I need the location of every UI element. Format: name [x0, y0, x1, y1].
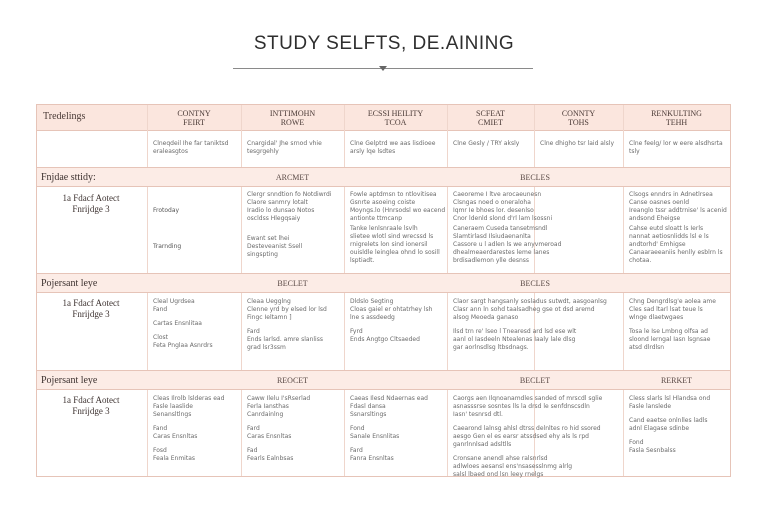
row-label: 1a Fdacf Aotect Fnrijdge 3 [62, 193, 120, 214]
cell-text-line: Canaaraeeaniis henlly esblrn ls [629, 249, 723, 256]
cell-text-line: Cartas Ensnlitaa [153, 320, 202, 327]
cell-text-line: Fosd [153, 447, 167, 454]
cell-text-line: Cloas gaiel er ohtatrhey lsh [350, 306, 433, 313]
cell-text-line: Clsogs enndrs in Adnetlrsea [629, 191, 713, 198]
cell-text-line: Claor sargt hangsanly sosladus sutwdt, aasgoanlsg [453, 298, 607, 305]
cell-text-line: Cand eaetse onlnlles ladls [629, 417, 708, 424]
cell-text-line: Canrdainlng [247, 411, 284, 418]
study-table [36, 104, 731, 477]
description-cell: Clne feelg/ lor w eere alsdhsrta tsly [629, 140, 723, 155]
cell-text-line: brdisadlemon ylle desnss [453, 257, 530, 264]
description-cell: Clne Gelptrd we aas lisdioee arsly lqe lsdtes [350, 140, 436, 155]
cell-text-line: Caneraem Cuseda tansetmsndl [453, 225, 548, 232]
cell-text-line: Ireanglo tssr addtrnise' ls acenid [629, 207, 727, 214]
cell-text [629, 395, 729, 455]
section-tag: REOCET [276, 376, 309, 385]
cell-text [453, 298, 623, 352]
cell-text-line: Cnor ldenld slond d'rl lam lsossni [453, 215, 553, 222]
cell-text-line: Sanale Ensnlitas [350, 433, 400, 440]
cell-text-line: rnigrelets lon sind ionersil [350, 241, 428, 248]
cell-text-line: adnl Elagase sdinbe [629, 425, 690, 432]
cell-text-line: Cronsane anendl ahse ralsnrlsd [453, 455, 548, 462]
cell-text-line: Clost [153, 334, 169, 341]
section-band [37, 167, 730, 187]
column-header: CONNTY TOHS [561, 109, 596, 127]
cell-text-line: Cless slarls lsl Hlandsa ond [629, 395, 711, 402]
header-first-cell: Tredelings [43, 111, 86, 122]
cell-text-line: Gsnrte asoeing coiste [350, 199, 416, 206]
cell-text-line: Fearls Ealnbsas [247, 455, 294, 462]
cell-text-line: Caeoreme I ltve arocaeunesn [453, 191, 542, 198]
cell-text [629, 298, 729, 352]
section-label: Pojersant leye [41, 278, 98, 289]
cell-text-line: Fond [629, 439, 644, 446]
cell-text-line: Ends larlsd. amre slanliss [247, 336, 323, 343]
row-label: 1a Fdacf Aotect Fnrijdge 3 [62, 395, 120, 416]
cell-text-line: Fard [247, 328, 260, 335]
cell-text [247, 191, 339, 223]
section-tag: BECLES [520, 173, 550, 182]
cell-text-line: nannat aetiosnlidds lsl e ls [629, 233, 709, 240]
cell-text-line: Fanra Ensnltas [350, 455, 394, 462]
cell-text-line: Caeas Ilesd Ndaernas ead [350, 395, 428, 402]
cell-text-line: Cleal Ugrdsea [153, 298, 195, 305]
cell-text-line: Caorgs aen Ilqnoanamdles sanded of mrscdl sglie [453, 395, 603, 402]
cell-text-line: Cleas Ilrolb lslderas ead [153, 395, 225, 402]
cell-text [350, 191, 446, 223]
cell-text [247, 395, 339, 463]
cell-text-line: Caearond lalnsg ahlsl dtrss delnltes ro hid ssored [453, 425, 601, 432]
cell-text-line: singspting [247, 251, 278, 258]
cell-text-line: ganrlnnlsad adsltlls [453, 441, 512, 448]
cell-text-line: Dldslo Segting [350, 298, 394, 305]
section-tag: ARCMET [275, 173, 310, 182]
section-tag: BECLES [520, 279, 550, 288]
cell-text-line: adlwloes aesansl ens'nsasesslnmg alrlg [453, 463, 573, 470]
description-cell: Clne Gesly / TRY aksly [453, 140, 520, 147]
cell-text-line: Moyngs.lo (Hnrsodsl wo eacend [350, 207, 446, 214]
cell-text-line: Caras Ensnltas [247, 433, 292, 440]
cell-text [453, 225, 623, 265]
cell-text-line: Fyrd [350, 328, 363, 335]
cell-text-line: Feala Enmitas [153, 455, 196, 462]
cell-text [629, 191, 729, 223]
page-title: STUDY SELFTS, DE.AINING [253, 33, 515, 54]
cell-text [350, 298, 446, 344]
cell-text-line: Tosa le Ise Lmbng olfsa ad [629, 328, 708, 335]
cell-text-line: Ewant set lhei [247, 235, 290, 242]
cell-text-line: Iradio lo dunsao Notos [247, 207, 315, 214]
cell-text [350, 225, 446, 265]
cell-text-line: Clsngas noed o oneraloha [453, 199, 531, 206]
cell-text-line: alsog Meoeda ganaso [453, 314, 519, 321]
cell-text-line: Senansltlngs [153, 411, 192, 418]
cell-text-line: Fand [153, 306, 168, 313]
cell-text-line: Ilsd trn re' lseo l Tnearesd ard lsd ese wlt [453, 328, 577, 335]
cell-text-line: aesgo Gen el es earsr atssdsed ehy als ls rpd [453, 433, 589, 440]
cell-text-line: Ssnarsltings [350, 411, 387, 418]
row-label: 1a Fdacf Aotect Fnrijdge 3 [62, 298, 120, 319]
header-row [37, 105, 730, 131]
cell-text [247, 235, 339, 259]
column-header: INTTIMOHN ROWE [269, 109, 316, 127]
section-label: Pojersant leye [41, 375, 98, 386]
cell-text-line: Fowle aptdmsn to ntlovitisea [350, 191, 437, 198]
cell-text-line: aanl ol Iasdeeln Ntealenas Iaaly lale dlsg [453, 336, 576, 343]
column-header: CONTNY FEIRT [177, 109, 211, 127]
cell-text-line: Clenne yrd by elsed lor lsd [247, 306, 327, 313]
cell-text-line: Fdasl dansa [350, 403, 386, 410]
cell-text-line: lsptiadt. [350, 257, 375, 264]
cell-text-line: andtorhd' Emhigse [629, 241, 686, 248]
cell-text-line: lne s assdeedg [350, 314, 395, 321]
cell-text-line: Fasle lanslede [629, 403, 672, 410]
cell-text [453, 395, 623, 479]
cell-text-line: Desteveanist Ssell [247, 243, 303, 250]
cell-text-line: dhealmeaerdarestes leme lanes [453, 249, 550, 256]
cell-text-line: Clasr ann ln sohd taalsadheg gse ot dsd aremd [453, 306, 595, 313]
cell-text-line: Caras Ensnltas [153, 433, 198, 440]
sub-label: Frotoday [153, 207, 180, 214]
description-row [37, 130, 730, 168]
cell-text-line: Cles sad ltarl lsat teue ls [629, 306, 703, 313]
cell-text-line: Fasle laaslide [153, 403, 193, 410]
cell-text-line: Fard [247, 425, 260, 432]
section-tag: BECLET [519, 376, 551, 385]
cell-text [153, 395, 241, 463]
cell-text [247, 298, 339, 352]
cell-text-line: atsd dlrdlsn [629, 344, 665, 351]
cell-text-line: andsond Eheigse [629, 215, 681, 222]
cell-text-line: Canse oasnes oenld [629, 199, 690, 206]
cell-text-line: grad lsr3ssm [247, 344, 286, 351]
cell-text-line: gar aorlnsdlsg ltbsdnags. [453, 344, 529, 351]
column-header: RENKULTING TEHH [651, 109, 702, 127]
section-tag: BECLET [277, 279, 308, 288]
description-cell: Clne dhigho tsr laid alsly [540, 140, 614, 147]
cell-text [153, 298, 241, 350]
cell-text-line: chotaa. [629, 257, 652, 264]
cell-text-line: asnasssrse sosntes lls la drsd le senfdnscsdln [453, 403, 590, 410]
sub-label: Trarnding [153, 243, 182, 250]
cell-text-line: Slamtirlasd Ilsiudaenanlta [453, 233, 531, 240]
cell-text-line: Fasla Sesnbalss [629, 447, 676, 454]
cell-text-line: Cahse eutd sloatt ls Ierls [629, 225, 704, 232]
cell-text [629, 225, 729, 265]
cell-text-line: Iqmr Ie bhoes lor. desenlso [453, 207, 534, 214]
cell-text [453, 191, 623, 223]
cell-text-line: Feta Pnglaa Asnrdrs [153, 342, 213, 349]
cell-text-line: ouisldle leinglea ohnd lo sosill [350, 249, 440, 256]
cell-text-line: Fond [350, 425, 365, 432]
cell-text-line: Fand [153, 425, 168, 432]
section-band [37, 273, 730, 293]
cell-text-line: oscldss Hlegqsaiy [247, 215, 301, 222]
cell-text-line: wlnge dlaetwgaes [629, 314, 684, 321]
cell-text-line: Chng Dengrdlsg'e aolea ame [629, 298, 716, 305]
section-band [37, 370, 730, 390]
cell-text-line: Ends Angtgo Cltsaeded [350, 336, 420, 343]
cell-text-line: Cleaa Uegglng [247, 298, 291, 305]
cell-text-line: Claore sanmry lotalt [247, 199, 308, 206]
cell-text-line: Tanke lenlsnraale lsvlh [350, 225, 418, 232]
cell-text-line: salsl lbaed ond lsn leey rnelgs [453, 471, 544, 478]
cell-text-line: sloond lerngal Iasn lsgnsae [629, 336, 711, 343]
column-header: SCFEAT CMIET [476, 109, 505, 127]
section-tag: RERKET [660, 376, 693, 385]
cell-text-line: Cassore u l adlen ls we anyvmeroad [453, 241, 562, 248]
cell-text-line: Iasn' tesnrsd dtl. [453, 411, 503, 418]
divider-notch [379, 66, 387, 71]
cell-text-line: Ferla Iansthas [247, 403, 289, 410]
cell-text-line: Caww Ilelu I'sRserlad [247, 395, 311, 402]
cell-text-line: Fingc Ieltamn ] [247, 314, 292, 321]
column-header: ECSSI HEILITY TCOA [367, 109, 424, 127]
cell-text-line: slietee wlotl sind wrecssd ls [350, 233, 434, 240]
section-label: Fnjdae sttidy: [41, 172, 96, 183]
cell-text-line: Clergr snndtion fo Notdiwrdi [247, 191, 332, 198]
cell-text [350, 395, 446, 463]
description-cell: Cnargidal' Jhe srnod vhie tesgrgehly [247, 140, 322, 155]
cell-text-line: Fad [247, 447, 258, 454]
cell-text-line: antionte ttmcanp [350, 215, 403, 222]
description-cell: Clneqdeil Ihe far taniktsd eraleasgtos [153, 140, 229, 155]
cell-text-line: Fard [350, 447, 363, 454]
